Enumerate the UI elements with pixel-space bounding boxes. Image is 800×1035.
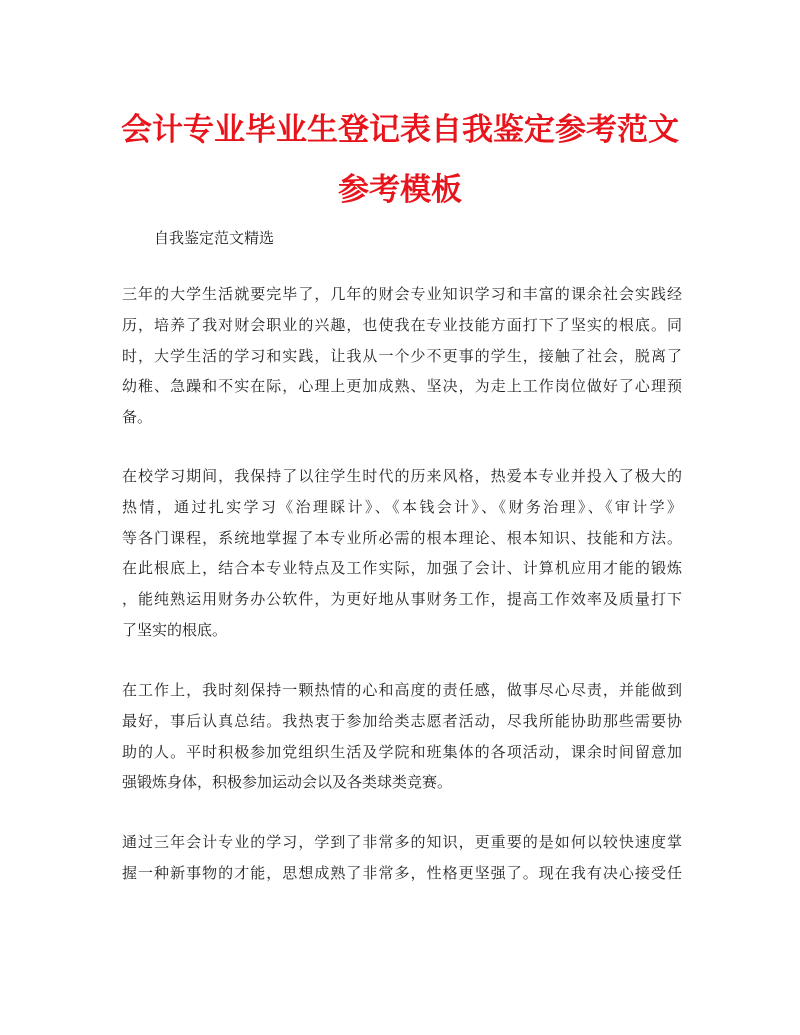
paragraph-4 xyxy=(122,827,682,889)
document-title-line-1: 会计专业毕业生登记表自我鉴定参考范文 xyxy=(121,112,679,148)
document-title-line-2: 参考模板 xyxy=(338,172,462,208)
paragraph-line: 三年的大学生活就要完毕了，几年的财会专业知识学习和丰富的课余社会实践经 xyxy=(122,285,682,303)
paragraph-line: 最好，事后认真总结。我热衷于参加给类志愿者活动，尽我所能协助那些需要协 xyxy=(122,711,682,730)
paragraph-line: 助的人。平时积极参加党组织生活及学院和班集体的各项活动，课余时间留意加 xyxy=(122,742,682,761)
paragraph-line: ，能纯熟运用财务办公软件，为更好地从事财务工作，提高工作效率及质量打下 xyxy=(122,590,682,609)
paragraph-line: 通过三年会计专业的学习，学到了非常多的知识，更重要的是如何以较快速度掌 xyxy=(122,833,682,851)
paragraph-line: 握一种新事物的才能，思想成熟了非常多，性格更坚强了。现在我有决心接受任 xyxy=(122,863,682,882)
paragraph-line: 了坚实的根底。 xyxy=(122,620,228,639)
paragraph-3 xyxy=(122,675,682,798)
paragraph-line: 热情，通过扎实学习《治理睬计》、《本钱会计》、《财务治理》、《审计学》 xyxy=(122,497,682,516)
paragraph-line: 强锻炼身体，积极参加运动会以及各类球类竞赛。 xyxy=(122,773,453,792)
paragraph-line: 历，培养了我对财会职业的兴趣，也使我在专业技能方面打下了坚实的根底。同 xyxy=(122,315,682,334)
paragraph-line: 幼稚、急躁和不实在际，心理上更加成熟、坚决，为走上工作岗位做好了心理预 xyxy=(122,377,682,396)
paragraph-line: 在工作上，我时刻保持一颗热情的心和高度的责任感，做事尽心尽责，并能做到 xyxy=(122,681,682,699)
document-subtitle: 自我鉴定范文精选 xyxy=(154,229,275,247)
paragraph-line: 在校学习期间，我保持了以往学生时代的历来风格，热爱本专业并投入了极大的 xyxy=(122,467,682,485)
paragraph-line: 等各门课程，系统地掌握了本专业所必需的根本理论、根本知识、技能和方法。 xyxy=(122,528,682,547)
paragraph-1 xyxy=(122,279,682,433)
paragraph-line: 时，大学生活的学习和实践，让我从一个少不更事的学生，接触了社会，脱离了 xyxy=(122,346,682,365)
paragraph-line: 在此根底上，结合本专业特点及工作实际，加强了会计、计算机应用才能的锻炼 xyxy=(122,559,682,578)
paragraph-line: 备。 xyxy=(122,408,153,427)
paragraph-2 xyxy=(122,461,682,646)
